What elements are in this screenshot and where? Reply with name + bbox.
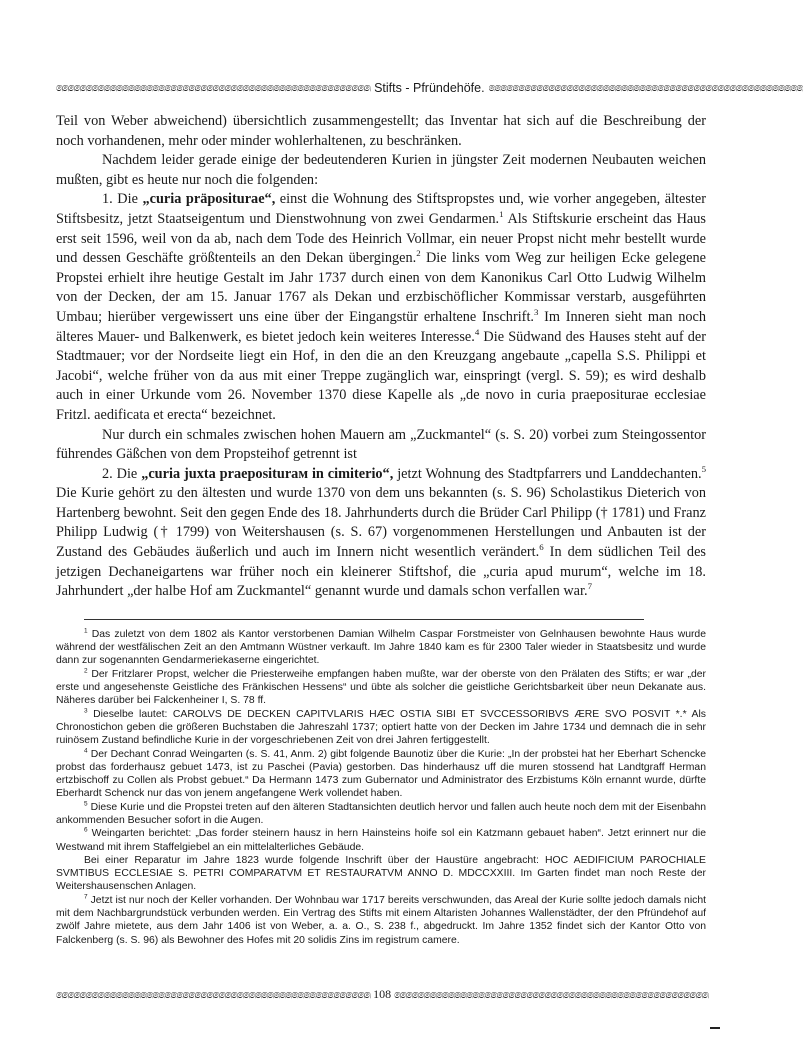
footnote: $^1$ Das zuletzt von dem 1802 als Kantor verstorbenen Damian Wilhelm Caspar Forstmeister von Gelnhausen bewohnte Haus wurde während der westfälischen Zeit an den Amtmann Wüstner verkauft. Im Jahre 1840 kam es für 2300 Taler wieder in Staatsbesitz und wurde dann zur sogenannten Gendarmeriekaserne eingerichtet. — [56, 627, 706, 667]
paragraph: Nur durch ein schmales zwischen hohen Mauern am „Zuckmantel“ (s. S. 20) vorbei zum Steingossentor führendes Gäßchen von dem Propsteihof getrennt ist — [56, 426, 706, 463]
footnote-ref: 4 — [474, 326, 480, 337]
ornament-right: ෧෧෧෧෧෧෧෧෧෧෧෧෧෧෧෧෧෧෧෧෧෧෧෧෧෧෧෧෧෧෧෧෧෧෧෧෧෧෧෧෧෧෧෧෧෧෧෧෧෧෧෧ — [488, 82, 803, 94]
curia-heading: „curia präpositurae“, — [142, 191, 276, 208]
footnote-continuation: Bei einer Reparatur im Jahre 1823 wurde folgende Inschrift über der Haustüre angebracht: HOC AEDIFICIUM PAROCHIALE SVMTIBUS ECCLESIAE S. PETRI COMPARATVM ET RESTAURATVM ANNO D. MDCCXXIII. Im Garten findet man noch Reste der Weitershausenschen Anlagen. — [56, 854, 706, 893]
footnote-ref: 6 — [539, 542, 544, 553]
footnote: $^3$ Dieselbe lautet: CAROLVS DE DECKEN CAPITVLARIS HÆC OSTIA SIBI ET SVCCESSORIBVS ÆRE SVO POSVIT *.* Als Chronostichon geben die größeren Buchstaben die Jahreszahl 1737; optiert hatte von der Decken im Jahre 1734 und demnach die in sehr ruinösem Zustand befindliche Kurie in der vorgeschriebenen Zeit von drei Jahren fertiggestellt. — [56, 707, 706, 747]
footnote-ref: 5 — [701, 463, 706, 474]
ornament-left: ෧෧෧෧෧෧෧෧෧෧෧෧෧෧෧෧෧෧෧෧෧෧෧෧෧෧෧෧෧෧෧෧෧෧෧෧෧෧෧෧෧෧෧෧෧෧෧෧෧෧෧෧ — [56, 988, 371, 1001]
footnote-ref: 7 — [587, 581, 593, 592]
footnote: $^5$ Diese Kurie und die Propstei treten auf den älteren Stadtansichten deutlich hervor und fallen auch heute noch dem mit der Eisenbahn ankommenden Besucher sofort in die Augen. — [56, 800, 706, 826]
footnote-ref: 3 — [534, 307, 539, 318]
paragraph-curia-juxta: 2. Die „curia juxta praepositurам in cimiterio“, jetzt Wohnung des Stadtpfarrers und Landdechanten.$^5$ Die Kurie gehört zu den ältesten und wurde 1370 von dem uns bekannten (s. S. 96) Scholastikus Dieterich von Hartenberg bewohnt. Seit den gegen Ende des 18. Jahrhunderts durch die Brüder Carl Philipp († 1781) und Franz Philipp Ludwig († 1799) von Weitershausen (s. S. 67) vorgenommenen Herstellungen und Anbauten ist der Zustand des Gebäudes äußerlich und auch im Innern nicht wesentlich verändert.$^6$ In dem südlichen Teil des jetzigen Dechaneigartens war früher noch ein kleinerer Stiftshof, die „curia apud murum“, welche im 18. Jahrhundert „der halbe Hof am Zuckmantel“ genannt wurde und damals schon verfallen war.$^7$ — [56, 463, 706, 600]
footnote: $^7$ Jetzt ist nur noch der Keller vorhanden. Der Wohnbau war 1717 bereits verschwunden, das Areal der Kurie sollte jedoch damals nicht mit dem Nachbargrundstück verbunden werden. Ein Vertrag des Stifts mit einem Altaristen Johannes Wallenstädter, der den Pfründehof auf zwölf Jahre mietete, aus dem Jahr 1406 ist von Weber, a. a. O., S. 238 f., abgedruckt. Im Jahre 1352 findet sich der Kantor Otto von Falckenberg (s. S. 96) als Bewohner des Hofes mit 20 solidis Zins im registrum camere. — [56, 893, 706, 946]
paragraph: Nachdem leider gerade einige der bedeutenderen Kurien in jüngster Zeit modernen Neubauten weichen mußten, gibt es heute nur noch die folgenden: — [56, 152, 706, 188]
page-number: 108 — [373, 987, 392, 1001]
footnote-ref: 2 — [416, 248, 421, 259]
ornament-left: ෧෧෧෧෧෧෧෧෧෧෧෧෧෧෧෧෧෧෧෧෧෧෧෧෧෧෧෧෧෧෧෧෧෧෧෧෧෧෧෧෧෧෧෧෧෧෧෧෧෧෧෧ — [56, 82, 371, 94]
page-footer — [56, 987, 709, 1002]
paragraph-curia-praepositurae: 1. Die „curia präpositurae“, einst die Wohnung des Stiftspropstes und, wie vorher angegeben, ältester Stiftsbesitz, jetzt Staatseigentum und Dienstwohnung von zwei Gendarmen.$^1$ Als Stiftskurie erscheint das Haus erst seit 1596, weil von da ab, nach dem Tode des Heinrich Vollmar, ein neuer Propst nicht mehr bestellt wurde und dessen Geschäfte größtenteils an den Dekan übergingen.$^2$ Die links vom Weg zur heiligen Ecke gelegene Propstei erhielt ihre heutige Gestalt im Jahr 1737 durch einen von dem Kanonikus Carl Otto Ludwig Wilhelm von der Decken, der am 15. Januar 1767 als Dekan und erzbischöflicher Kommissar verstarb, ausgeführten Umbau; hierüber vergewissert uns eine über der Eingangstür erhaltene Inschrift.$^3$ Im Inneren sieht man noch älteres Mauer- und Balkenwerk, es bietet jedoch kein weiteres Interesse.$^4$ Die Südwand des Hauses steht auf der Stadtmauer; vor der Nordseite liegt ein Hof, in den die an den Kreuzgang angebaute „capella S.S. Philippi et Jacobi“, welche früher von da aus mit einer Treppe zugänglich war, einspringt (vergl. S. 59); es wird deshalb auch in einer Urkunde vom 26. November 1370 diese Kapelle als „de novo in curia praepositurae ecclesiae Fritzl. aedificata et erecta“ bezeichnet. — [56, 191, 707, 423]
paragraph: Teil von Weber abweichend) übersichtlich zusammengestellt; das Inventar hat sich auf die Beschreibung der noch vorhandenen, mehr oder minder wohlerhaltenen, zu beschränken. — [56, 113, 706, 149]
footnote: $^6$ Weingarten berichtet: „Das forder steinern hausz in hern Hainsteins hoife sol ein Katzmann gebauet haben“. Jetzt erinnert nur die Westwand mit ihrem Staffelgiebel an ein mittelalterliches Gebäude. — [56, 826, 706, 853]
footnotes — [56, 628, 706, 947]
running-head — [56, 78, 803, 98]
footnote: $^4$ Der Dechant Conrad Weingarten (s. S. 41, Anm. 2) gibt folgende Baunotiz über die Kurie: „In der probstei hat her Eberhart Schencke probst das forderhausz gebuet 1473, ist zu Paschei (Pavia) gestorben. Das hinderhausz uff die muren stossend hat Landtgraff Herman ertzbischoff zu Collen als Probst gebuet.“ Da Hermann 1473 zum Gubernator und Administrator des Erzbistums Köln ernannt wurde, dürfte Eberhardt Schenck nur das von jenem angefangene Werk vollendet haben. — [56, 747, 706, 800]
curia-heading: „curia juxta praepositurам in cimiterio“, — [141, 465, 394, 482]
main-text — [56, 112, 706, 602]
footnote: $^2$ Der Fritzlarer Propst, welcher die Priesterweihe empfangen haben mußte, war der oberste von den Prälaten des Stifts; er war „der erste und angesehenste Geistliche des Fränkischen Hessens“ und übte als solcher die geistliche Gerichtsbarkeit über neun Dekanate aus. Näheres darüber bei Falckenheiner I, S. 78 ff. — [56, 667, 706, 707]
ornament-right: ෧෧෧෧෧෧෧෧෧෧෧෧෧෧෧෧෧෧෧෧෧෧෧෧෧෧෧෧෧෧෧෧෧෧෧෧෧෧෧෧෧෧෧෧෧෧෧෧෧෧෧෧ — [394, 988, 709, 1001]
running-head-title: Stifts - Pfründehöfe. — [374, 81, 485, 95]
page — [56, 78, 803, 947]
footnote-ref: 1 — [499, 209, 504, 220]
footnote-divider — [84, 619, 644, 620]
margin-mark — [710, 1027, 720, 1029]
